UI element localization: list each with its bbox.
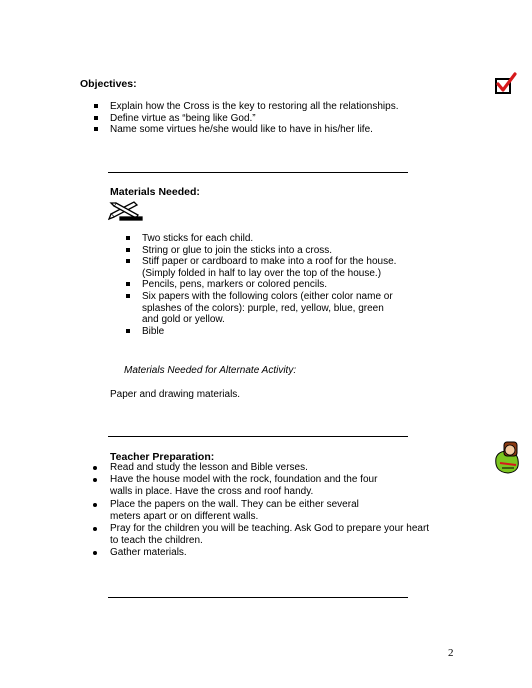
materials-list [142,233,462,337]
list-item: Place the papers on the wall. They can be either several meters apart or on different walls. [110,499,470,523]
materials-heading: Materials Needed: [110,186,200,198]
teacher-preparation-heading: Teacher Preparation: [110,451,215,463]
teacher-preparation-list [110,462,470,560]
page-number: 2 [448,647,454,659]
alternate-materials-heading: Materials Needed for Alternate Activity: [124,365,297,376]
section-divider [108,436,408,437]
pencil-crayon-icon [108,199,144,221]
teacher-figure-icon [490,438,524,476]
list-item: Gather materials. [110,547,470,559]
section-divider [108,172,408,173]
list-item: Have the house model with the rock, foundation and the four walls in place. Have the cross and roof handy. [110,474,470,498]
checkbox-check-icon [494,72,518,96]
objectives-heading: Objectives: [80,78,137,90]
list-item: Two sticks for each child. [142,233,462,245]
alternate-materials-text: Paper and drawing materials. [110,389,241,400]
list-item: Define virtue as “being like God.” [110,113,470,125]
list-item: String or glue to join the sticks into a cross. [142,245,462,257]
list-item: Explain how the Cross is the key to restoring all the relationships. [110,101,470,113]
list-item: Read and study the lesson and Bible verses. [110,462,470,474]
section-divider [108,597,408,598]
list-item: Pray for the children you will be teaching. Ask God to prepare your heart to teach the children. [110,523,470,547]
list-item: Name some virtues he/she would like to have in his/her life. [110,124,470,136]
list-item: Stiff paper or cardboard to make into a roof for the house. (Simply folded in half to lay over the top of the house.) [142,256,462,279]
list-item: Six papers with the following colors (either color name or splashes of the colors): purple, red, yellow, blue, green and gold or yellow. [142,291,462,326]
objectives-list [110,101,470,136]
list-item: Pencils, pens, markers or colored pencils. [142,279,462,291]
list-item: Bible [142,326,462,338]
